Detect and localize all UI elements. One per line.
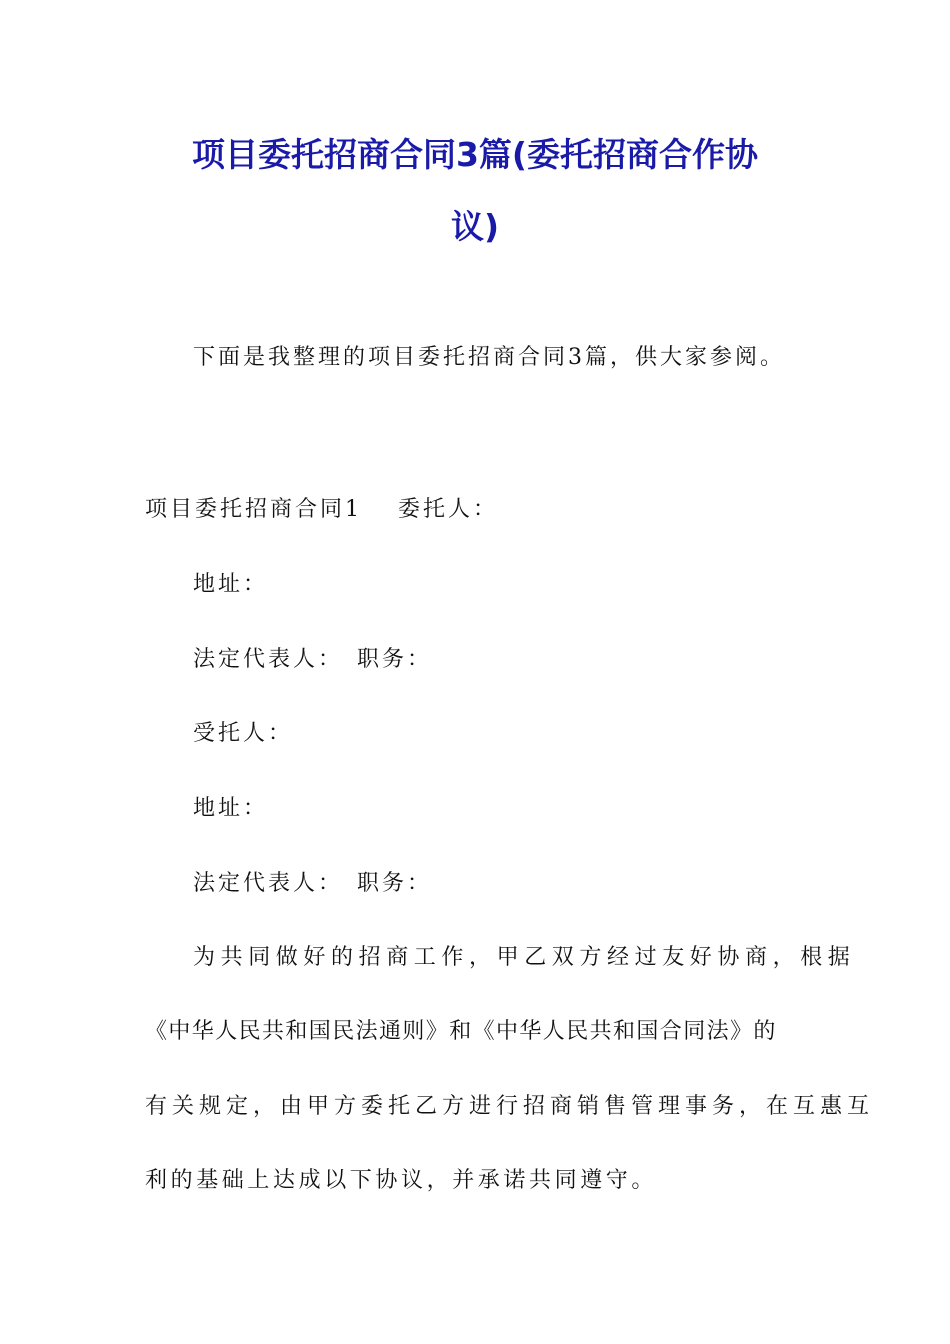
section-heading: 项目委托招商合同1 [145, 497, 362, 522]
position-label: 职务： [357, 871, 433, 896]
trustee-rep-row [193, 869, 432, 899]
body-line-1: 为共同做好的招商工作，甲乙双方经过友好协商，根据 [193, 945, 856, 970]
trustee-label: 受托人： [193, 721, 294, 746]
principal-address-label: 地址： [193, 572, 269, 597]
legal-rep-label: 法定代表人： [193, 871, 344, 896]
principal-rep-row [193, 645, 432, 675]
position-label: 职务： [357, 647, 433, 672]
principal-label: 委托人： [398, 497, 499, 522]
body-line-4: 利的基础上达成以下协议，并承诺共同遵守。 [145, 1168, 658, 1193]
trustee-address-label: 地址： [193, 796, 269, 821]
section-heading-row [145, 495, 498, 525]
intro-paragraph: 下面是我整理的项目委托招商合同3篇，供大家参阅。 [193, 345, 785, 370]
body-line-3: 有关规定，由甲方委托乙方进行招商销售管理事务，在互惠互 [145, 1094, 875, 1119]
body-line-2: 《中华人民共和国民法通则》和《中华人民共和国合同法》的 [145, 1019, 777, 1044]
legal-rep-label: 法定代表人： [193, 647, 344, 672]
document-title-line-2: 议) [450, 207, 500, 246]
document-title-line-1: 项目委托招商合同3篇(委托招商合作协 [191, 135, 759, 174]
